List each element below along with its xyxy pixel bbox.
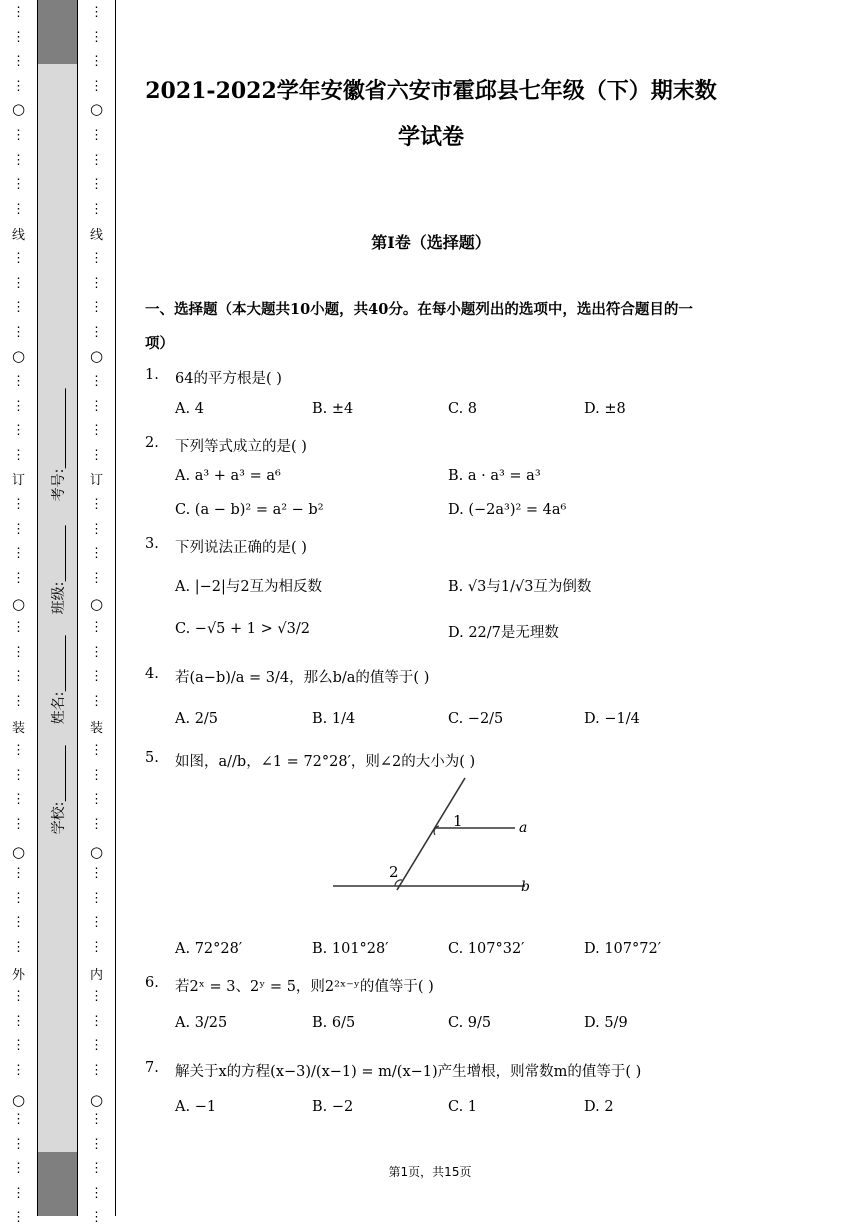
dot-leader: ⋮ bbox=[12, 177, 25, 193]
dot-leader: ⋮ bbox=[12, 1013, 25, 1029]
dot-leader: ⋮ bbox=[12, 128, 25, 143]
dot-leader: ⋮ bbox=[12, 1210, 25, 1225]
question-number: 7. bbox=[145, 1060, 159, 1076]
option-b: B. −2 bbox=[312, 1099, 354, 1115]
page-title: 2021-2022学年安徽省六安市霍邱县七年级（下）期末数 bbox=[145, 78, 717, 104]
dot-leader: ⋮ bbox=[90, 792, 103, 808]
dot-leader: ⋮ bbox=[12, 1038, 25, 1054]
dot-leader: ⋮ bbox=[12, 447, 25, 463]
dot-leader: ⋮ bbox=[90, 743, 103, 758]
dot-leader: ⋮ bbox=[12, 275, 25, 291]
option-a: A. a³ + a³ = a⁶ bbox=[175, 468, 281, 484]
dot-leader: ⋮ bbox=[90, 890, 103, 906]
dot-leader: ⋮ bbox=[90, 546, 103, 562]
dot-leader: ⋮ bbox=[90, 177, 103, 193]
dot-leader: ⋮ bbox=[12, 693, 25, 709]
binding-circle: ○ bbox=[89, 347, 104, 365]
dot-leader: ⋮ bbox=[12, 1136, 25, 1152]
dot-leader: ⋮ bbox=[90, 201, 103, 217]
dot-leader: ⋮ bbox=[90, 423, 103, 439]
binding-inner-column bbox=[78, 0, 116, 1225]
question-stem: 下列等式成立的是( ) bbox=[175, 439, 307, 455]
option-a: A. −1 bbox=[175, 1099, 217, 1115]
dot-leader: ⋮ bbox=[12, 324, 25, 340]
dot-leader: ⋮ bbox=[12, 644, 25, 660]
dot-leader: ⋮ bbox=[12, 497, 25, 512]
dot-leader: ⋮ bbox=[12, 374, 25, 389]
binding-circle: ○ bbox=[89, 843, 104, 861]
dot-leader: ⋮ bbox=[90, 1185, 103, 1201]
option-d: D. −1/4 bbox=[584, 711, 640, 727]
dot-leader: ⋮ bbox=[12, 300, 25, 316]
binding-label: 装 bbox=[11, 721, 25, 736]
dot-leader: ⋮ bbox=[12, 29, 25, 45]
dot-leader: ⋮ bbox=[12, 792, 25, 808]
dot-leader: ⋮ bbox=[12, 767, 25, 783]
option-b: B. ±4 bbox=[312, 401, 354, 417]
dot-leader: ⋮ bbox=[90, 29, 103, 45]
dot-leader: ⋮ bbox=[90, 693, 103, 709]
dot-leader: ⋮ bbox=[12, 1161, 25, 1177]
question-stem: 如图，a//b，∠1 = 72°28′，则∠2的大小为( ) bbox=[175, 754, 476, 770]
question-stem: 若(a−b)/a = 3/4，那么b/a的值等于( ) bbox=[175, 670, 430, 686]
option-b: B. 6/5 bbox=[312, 1015, 356, 1031]
dot-leader: ⋮ bbox=[12, 54, 25, 70]
binding-circle: ○ bbox=[11, 595, 26, 613]
question-number: 1. bbox=[145, 367, 159, 383]
binding-circle: ○ bbox=[11, 843, 26, 861]
dot-leader: ⋮ bbox=[12, 915, 25, 931]
dot-leader: ⋮ bbox=[90, 1136, 103, 1152]
dot-leader: ⋮ bbox=[90, 497, 103, 512]
line-a-label: a bbox=[519, 820, 528, 836]
dot-leader: ⋮ bbox=[90, 54, 103, 70]
option-c: C. 107°32′ bbox=[448, 941, 525, 957]
dot-leader: ⋮ bbox=[12, 816, 25, 832]
binding-label: 内 bbox=[89, 968, 103, 983]
option-c: C. 9/5 bbox=[448, 1015, 492, 1031]
dot-leader: ⋮ bbox=[12, 1185, 25, 1201]
angle-2-label: 2 bbox=[389, 863, 399, 881]
field-name: 姓名: bbox=[48, 636, 68, 725]
page-footer: 第1页，共15页 bbox=[388, 1165, 472, 1179]
dot-leader: ⋮ bbox=[90, 915, 103, 931]
section-heading: 一、选择题（本大题共10小题，共40分。在每小题列出的选项中，选出符合题目的一 bbox=[145, 301, 693, 318]
dot-leader: ⋮ bbox=[90, 447, 103, 463]
question-number: 2. bbox=[145, 435, 159, 451]
binding-circle: ○ bbox=[89, 100, 104, 118]
binding-outer-column bbox=[0, 0, 38, 1225]
dot-leader: ⋮ bbox=[90, 300, 103, 316]
dot-leader: ⋮ bbox=[12, 570, 25, 586]
line-b-label: b bbox=[521, 879, 530, 895]
question-stem: 64的平方根是( ) bbox=[175, 371, 282, 387]
dot-leader: ⋮ bbox=[12, 939, 25, 955]
dot-leader: ⋮ bbox=[90, 1112, 103, 1127]
binding-label: 订 bbox=[11, 473, 25, 488]
dot-leader: ⋮ bbox=[90, 78, 103, 94]
dot-leader: ⋮ bbox=[90, 5, 103, 20]
dot-leader: ⋮ bbox=[90, 398, 103, 414]
dot-leader: ⋮ bbox=[90, 374, 103, 389]
field-exam-number: 考号: bbox=[48, 389, 68, 502]
dot-leader: ⋮ bbox=[12, 521, 25, 537]
question-stem: 下列说法正确的是( ) bbox=[175, 540, 307, 556]
option-d: D. 2 bbox=[584, 1099, 614, 1115]
transversal-line bbox=[397, 778, 465, 890]
option-d: D. 5/9 bbox=[584, 1015, 628, 1031]
binding-circle: ○ bbox=[11, 347, 26, 365]
dot-leader: ⋮ bbox=[90, 570, 103, 586]
binding-circle: ○ bbox=[11, 1091, 26, 1109]
question-number: 6. bbox=[145, 975, 159, 991]
option-c: C. −2/5 bbox=[448, 711, 504, 727]
dot-leader: ⋮ bbox=[90, 767, 103, 783]
dot-leader: ⋮ bbox=[12, 743, 25, 758]
option-c: C. 1 bbox=[448, 1099, 478, 1115]
dot-leader: ⋮ bbox=[12, 1062, 25, 1078]
dot-leader: ⋮ bbox=[12, 5, 25, 20]
dot-leader: ⋮ bbox=[90, 866, 103, 881]
question-stem: 若2ˣ = 3、2ʸ = 5，则2²ˣ⁻ʸ的值等于( ) bbox=[175, 979, 434, 995]
question-number: 5. bbox=[145, 750, 159, 766]
dot-leader: ⋮ bbox=[12, 1112, 25, 1127]
dot-leader: ⋮ bbox=[90, 1038, 103, 1054]
dot-leader: ⋮ bbox=[12, 78, 25, 94]
dot-leader: ⋮ bbox=[12, 669, 25, 685]
dot-leader: ⋮ bbox=[12, 866, 25, 881]
question-stem: 解关于x的方程(x−3)/(x−1) = m/(x−1)产生增根，则常数m的值等于( ) bbox=[175, 1064, 642, 1080]
dot-leader: ⋮ bbox=[12, 989, 25, 1004]
dot-leader: ⋮ bbox=[90, 521, 103, 537]
field-class: 班级: bbox=[48, 526, 68, 615]
binding-circle: ○ bbox=[89, 1091, 104, 1109]
option-b: B. a · a³ = a³ bbox=[448, 468, 541, 484]
dot-leader: ⋮ bbox=[90, 644, 103, 660]
option-a: A. 2/5 bbox=[175, 711, 219, 727]
binding-label: 外 bbox=[11, 968, 25, 983]
angle-1-label: 1 bbox=[453, 812, 463, 830]
question-number: 4. bbox=[145, 666, 159, 682]
option-a: A. 4 bbox=[175, 401, 204, 417]
binding-label: 装 bbox=[89, 721, 103, 736]
dot-leader: ⋮ bbox=[90, 1013, 103, 1029]
dot-leader: ⋮ bbox=[90, 275, 103, 291]
option-a: A. 72°28′ bbox=[175, 941, 243, 957]
binding-label: 线 bbox=[89, 228, 103, 243]
option-c: C. 8 bbox=[448, 401, 478, 417]
dot-leader: ⋮ bbox=[90, 128, 103, 143]
option-b: B. 101°28′ bbox=[312, 941, 389, 957]
dot-leader: ⋮ bbox=[12, 201, 25, 217]
dot-leader: ⋮ bbox=[90, 324, 103, 340]
student-info-strip bbox=[38, 0, 78, 1216]
option-c: C. −√5 + 1 > √3/2 bbox=[175, 621, 310, 637]
option-d: D. 22/7是无理数 bbox=[448, 625, 559, 641]
page-title-line2: 学试卷 bbox=[397, 124, 464, 150]
dot-leader: ⋮ bbox=[12, 423, 25, 439]
option-d: D. ±8 bbox=[584, 401, 626, 417]
question-number: 3. bbox=[145, 536, 159, 552]
dot-leader: ⋮ bbox=[90, 1210, 103, 1225]
dot-leader: ⋮ bbox=[90, 251, 103, 266]
binding-label: 线 bbox=[11, 228, 25, 243]
parallel-lines-figure bbox=[325, 772, 535, 897]
dot-leader: ⋮ bbox=[12, 620, 25, 635]
binding-circle: ○ bbox=[89, 595, 104, 613]
field-school: 学校: bbox=[48, 746, 68, 835]
option-a: A. 3/25 bbox=[175, 1015, 228, 1031]
section-heading-line2: 项） bbox=[145, 335, 174, 352]
dot-leader: ⋮ bbox=[90, 1161, 103, 1177]
option-c: C. (a − b)² = a² − b² bbox=[175, 502, 324, 518]
dot-leader: ⋮ bbox=[90, 939, 103, 955]
dot-leader: ⋮ bbox=[90, 620, 103, 635]
binding-label: 订 bbox=[89, 473, 103, 488]
dot-leader: ⋮ bbox=[90, 816, 103, 832]
option-d: D. (−2a³)² = 4a⁶ bbox=[448, 502, 567, 518]
strip-bottom-block bbox=[38, 1152, 77, 1216]
dot-leader: ⋮ bbox=[90, 669, 103, 685]
dot-leader: ⋮ bbox=[90, 152, 103, 168]
dot-leader: ⋮ bbox=[12, 890, 25, 906]
volume-title: 第I卷（选择题） bbox=[371, 233, 491, 252]
option-d: D. 107°72′ bbox=[584, 941, 661, 957]
option-b: B. 1/4 bbox=[312, 711, 356, 727]
strip-top-block bbox=[38, 0, 77, 64]
dot-leader: ⋮ bbox=[12, 546, 25, 562]
dot-leader: ⋮ bbox=[90, 1062, 103, 1078]
option-a: A. |−2|与2互为相反数 bbox=[175, 579, 323, 595]
binding-circle: ○ bbox=[11, 100, 26, 118]
option-b: B. √3与1/√3互为倒数 bbox=[448, 579, 592, 595]
dot-leader: ⋮ bbox=[12, 251, 25, 266]
dot-leader: ⋮ bbox=[12, 398, 25, 414]
dot-leader: ⋮ bbox=[90, 989, 103, 1004]
dot-leader: ⋮ bbox=[12, 152, 25, 168]
